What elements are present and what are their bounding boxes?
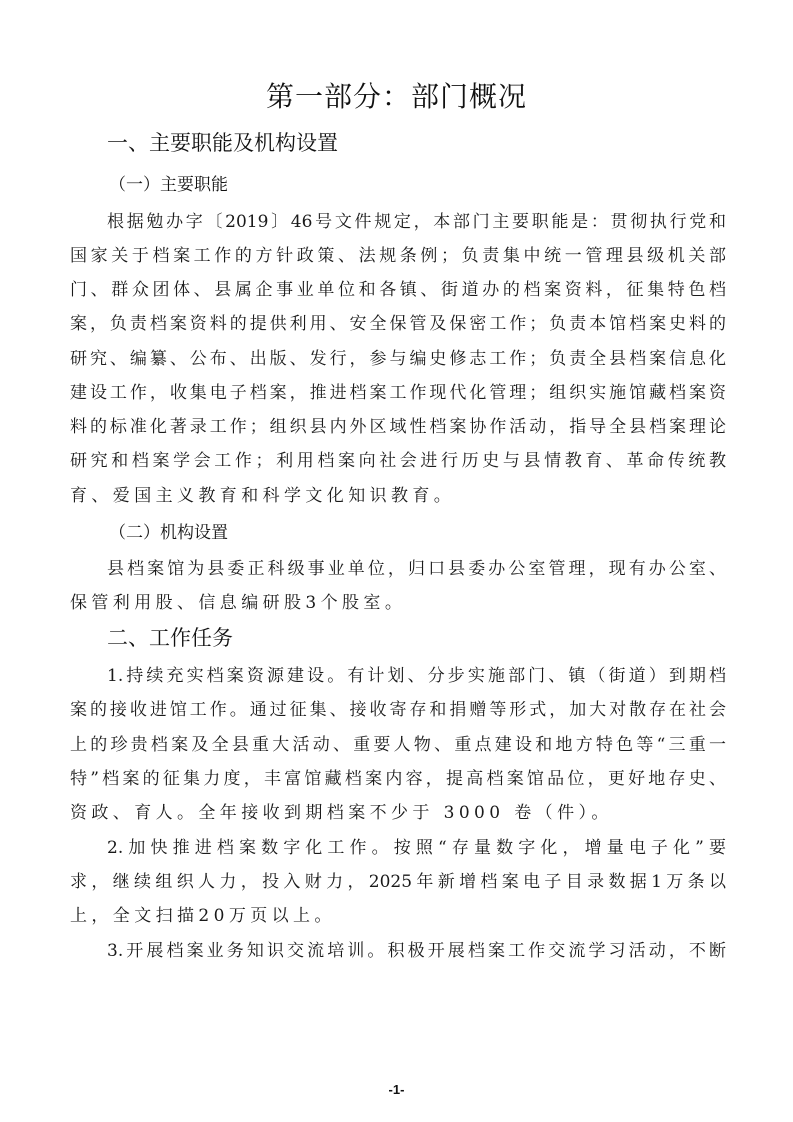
paragraph-line: 根据勉办字〔2019〕46号文件规定，本部门主要职能是：贯彻执行党和 xyxy=(107,212,726,232)
paragraph-line: 研究、编纂、公布、出版、发行，参与编史修志工作；负责全县档案信息化 xyxy=(70,349,726,369)
paragraph-line: 保管利用股、信息编研股3个股室。 xyxy=(70,593,407,613)
page-title: 第一部分：部门概况 xyxy=(265,80,527,113)
section-heading-functions-and-structure: 一、主要职能及机构设置 xyxy=(107,131,338,155)
paragraph-line: 研究和档案学会工作；利用档案向社会进行历史与县情教育、革命传统教 xyxy=(70,451,726,471)
paragraph-line: 案的接收进馆工作。通过征集、接收寄存和捐赠等形式，加大对散存在社会 xyxy=(70,700,726,720)
paragraph-line: 门、群众团体、县属企事业单位和各镇、街道办的档案资料，征集特色档 xyxy=(70,280,726,300)
paragraph-line: 2.加快推进档案数字化工作。按照“存量数字化，增量电子化”要 xyxy=(107,838,726,858)
subsection-heading-main-functions: （一）主要职能 xyxy=(109,175,228,195)
subsection-heading-organization: （二）机构设置 xyxy=(109,523,228,543)
paragraph-line: 3.开展档案业务知识交流培训。积极开展档案工作交流学习活动，不断 xyxy=(107,941,726,961)
paragraph-line: 上的珍贵档案及全县重大活动、重要人物、重点建设和地方特色等“三重一 xyxy=(70,735,726,755)
paragraph-line: 上，全文扫描20万页以上。 xyxy=(70,906,336,926)
paragraph-line: 1.持续充实档案资源建设。有计划、分步实施部门、镇（街道）到期档 xyxy=(107,666,726,686)
paragraph-line: 求，继续组织人力，投入财力，2025年新增档案电子目录数据1万条以 xyxy=(70,872,726,892)
paragraph-line: 特”档案的征集力度，丰富馆藏档案内容，提高档案馆品位，更好地存史、 xyxy=(70,769,726,789)
paragraph-line: 案，负责档案资料的提供利用、安全保管及保密工作；负责本馆档案史料的 xyxy=(70,314,726,334)
paragraph-line: 建设工作，收集电子档案，推进档案工作现代化管理；组织实施馆藏档案资 xyxy=(70,383,726,403)
paragraph-line: 资政、育人。全年接收到期档案不少于 3000 卷（件）。 xyxy=(70,803,613,823)
page-number: -1- xyxy=(388,1082,405,1097)
section-heading-work-tasks: 二、工作任务 xyxy=(107,626,233,650)
paragraph-line: 育、爱国主义教育和科学文化知识教育。 xyxy=(70,486,456,506)
paragraph-line: 料的标准化著录工作；组织县内外区域性档案协作活动，指导全县档案理论 xyxy=(70,417,726,437)
paragraph-line: 县档案馆为县委正科级事业单位，归口县委办公室管理，现有办公室、 xyxy=(107,559,726,579)
paragraph-line: 国家关于档案工作的方针政策、法规条例；负责集中统一管理县级机关部 xyxy=(70,246,726,266)
